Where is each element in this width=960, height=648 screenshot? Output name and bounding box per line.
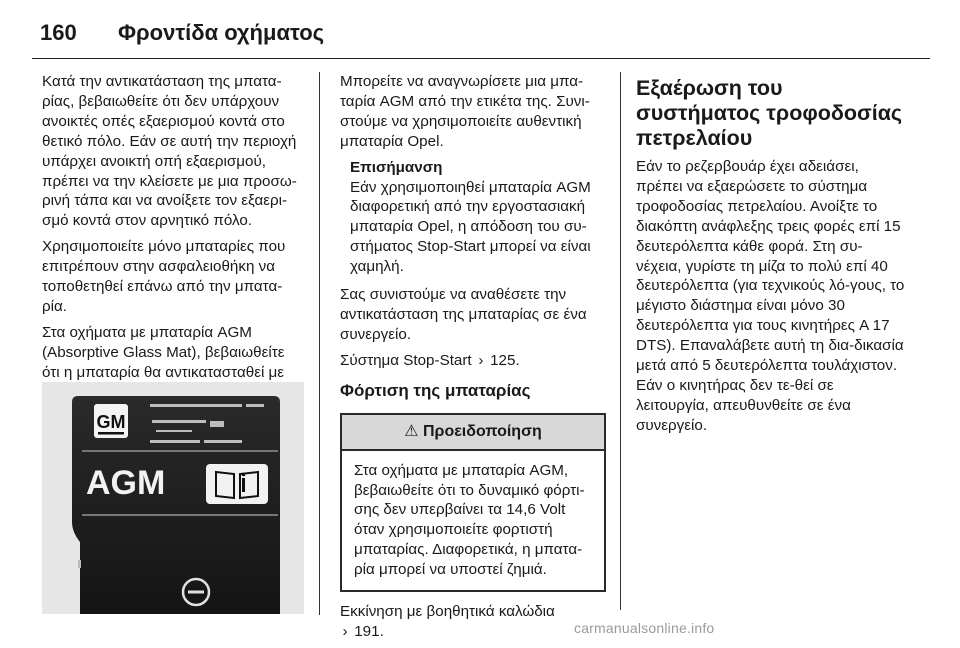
paragraph: Χρησιμοποιείτε μόνο μπαταρίες που επιτρέπουν στην ασφαλειοθήκη να τοποθετηθεί επάνω από την μπατα-ρία. [42, 238, 286, 315]
agm-label-illustration [42, 382, 304, 614]
agm-battery-label-photo [42, 382, 304, 614]
page-number: 160 [40, 20, 77, 45]
paragraph: Σας συνιστούμε να αναθέσετε την αντικατάσταση της μπαταρίας σε ένα συνεργείο. [340, 286, 587, 343]
reference-page: 125. [490, 351, 520, 369]
note-body: Εάν χρησιμοποιηθεί μπαταρία AGM διαφορετική από την εργοστασιακή μπαταρία Opel, η απόδοση του συ-στήματος Stop-Start μπορεί να είναι χαμηλή. [350, 178, 591, 276]
section-heading: Φόρτιση της μπαταρίας [340, 380, 531, 400]
warning-box [340, 413, 606, 592]
manual-book-icon [206, 464, 268, 504]
paragraph: Εκκίνηση με βοηθητικά καλώδια [340, 603, 555, 621]
gm-logo-icon [94, 404, 128, 438]
warning-title: Προειδοποίηση [422, 422, 542, 440]
warning-triangle-icon: ⚠ [404, 422, 419, 440]
svg-text:GM: GM [96, 412, 126, 432]
warning-header [342, 415, 604, 451]
page-header [26, 14, 934, 54]
note-block [350, 158, 606, 277]
reference-page: 191. [354, 622, 384, 640]
watermark: carmanualsonline.info [574, 620, 715, 636]
agm-text: AGM [86, 464, 166, 502]
reference-text: Σύστημα Stop-Start [340, 351, 472, 369]
column-divider [620, 72, 621, 610]
paragraph: Στα οχήματα με μπαταρία AGM (Absorptive Glass Mat), βεβαιωθείτε ότι η μπαταρία θα αντικατασταθεί με [42, 323, 285, 381]
note-title: Επισήμανση [350, 158, 443, 176]
column-middle [340, 72, 606, 648]
cross-reference[interactable] [340, 622, 606, 642]
paragraph: Κατά την αντικατάσταση της μπατα-ρίας, βεβαιωθείτε ότι δεν υπάρχουν ανοικτές οπές εξαερισμού κοντά στο θετικό πόλο. Εάν σε αυτή την περιοχή υπάρχει ανοικτή οπή εξαερισμού, πρέπει να την κλείσετε με μια προσω-ρινή τάπα και να ανοίξετε τον εξαερι-σμό κοντά στον αρνητικό πόλο. [42, 73, 297, 230]
column-right [636, 72, 908, 442]
column-left [42, 72, 304, 409]
paragraph: Εάν το ρεζερβουάρ έχει αδειάσει, πρέπει να εξαερώσετε το σύστημα τροφοδοσίας πετρελαίου. Ανοίξτε το διακόπτη ανάφλεξης τρεις φορές επί 15 δευτερόλεπτα κάθε φορά. Στη συ-νέχεια, γυρίστε τη μίζα το πολύ επί 40 δευτερόλεπτα (για τεχνικούς λό-γους, το μέγιστο διάστημα είναι μόνο 30 δευτερόλεπτα για τους κινητήρες A 17 DTS). Επαναλάβετε αυτή τη δια-δικασία μετά από 5 δευτερόλεπτα τουλάχιστον. Εάν ο κινητήρας δεν τε-θεί σε λειτουργία, απευθυνθείτε σε ένα συνεργείο. [636, 158, 905, 434]
section-heading: Εξαέρωση του συστήματος τροφοδοσίας πετρελαίου [636, 76, 903, 150]
column-divider [319, 72, 320, 615]
header-rule [32, 58, 930, 59]
page-reference-arrow-icon: › [478, 351, 484, 369]
page-title: Φροντίδα οχήματος [118, 20, 325, 45]
warning-body: Στα οχήματα με μπαταρία AGM, βεβαιωθείτε ότι το δυναμικό φόρτι-σης δεν υπερβαίνει τα 14,6 Volt όταν χρησιμοποιείτε φορτιστή μπαταρίας. Διαφορετικά, η μπατα-ρία μπορεί να υποστεί ζημιά. [354, 461, 585, 579]
page-reference-arrow-icon: › [342, 622, 348, 640]
cross-reference[interactable] [340, 351, 606, 371]
paragraph: Μπορείτε να αναγνωρίσετε μια μπα-ταρία AGM από την ετικέτα της. Συνι-στούμε να χρησιμοποιείτε αυθεντική μπαταρία Opel. [340, 73, 590, 150]
